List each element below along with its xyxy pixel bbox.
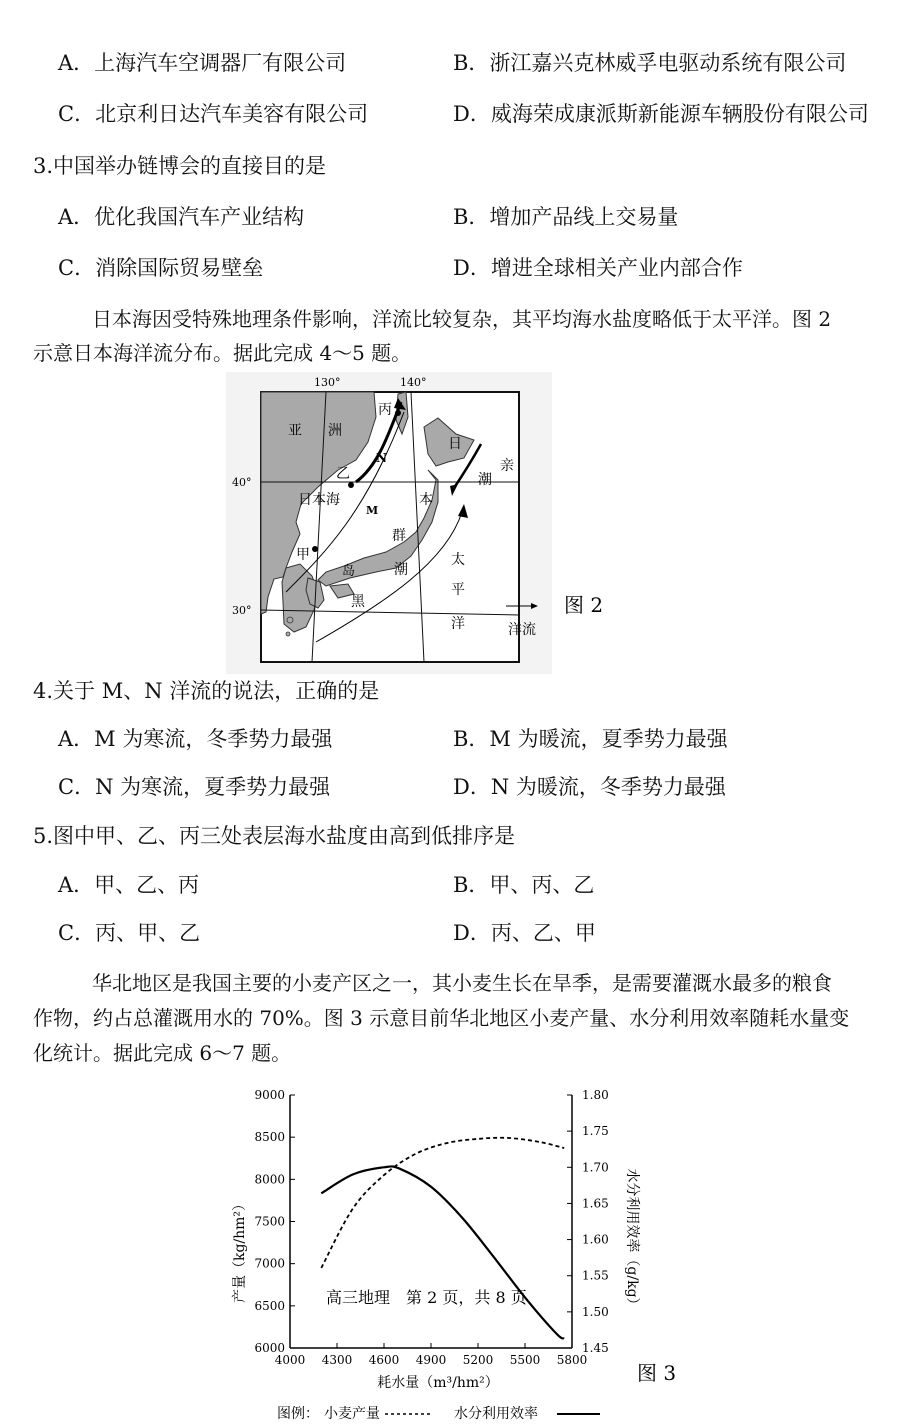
page-footer: 高三地理 第 2 页，共 8 页 — [326, 1288, 527, 1307]
y-left-tick-label: 6000 — [254, 1341, 285, 1355]
series-water-efficiency-line — [321, 1166, 564, 1338]
label-jp-3: 群 — [392, 528, 406, 544]
label-asia-1: 亚 — [288, 423, 302, 439]
y-right-tick-label: 1.65 — [582, 1196, 609, 1211]
label-chao-2: 潮 — [394, 562, 408, 578]
y-right-tick-label: 1.70 — [582, 1160, 609, 1175]
passage2-line1: 华北地区是我国主要的小麦产区之一，其小麦生长在旱季，是需要灌溉水最多的粮食 — [92, 971, 832, 995]
y-left-tick-label: 9000 — [254, 1088, 285, 1102]
y-right-tick-label: 1.60 — [582, 1232, 609, 1247]
q2-option-c: C．北京利日达汽车美容有限公司 — [58, 102, 369, 126]
label-yi: 乙 — [336, 466, 350, 482]
point-yi — [348, 482, 354, 488]
q5-option-a: A．甲、乙、丙 — [58, 873, 200, 897]
label-sea: 日本海 — [298, 492, 340, 508]
x-tick-label: 5500 — [509, 1353, 541, 1367]
label-pac-1: 太 — [451, 552, 465, 568]
x-tick-label: 4300 — [321, 1353, 353, 1367]
passage1-line2: 示意日本海洋流分布。据此完成 4～5 题。 — [33, 341, 412, 365]
y-left-tick-label: 6500 — [254, 1298, 285, 1313]
x-tick-label: 4900 — [415, 1353, 447, 1367]
label-jp-4: 岛 — [342, 564, 356, 579]
q5-option-b: B．甲、丙、乙 — [453, 873, 595, 897]
x-tick-label: 4000 — [274, 1353, 306, 1367]
y-left-tick-label: 7000 — [254, 1256, 285, 1271]
passage2-line2: 作物，约占总灌溉用水的 70%。图 3 示意目前华北地区小麦产量、水分利用效率随耗水量变 — [33, 1006, 850, 1030]
y-left-tick-label: 8000 — [254, 1172, 285, 1187]
figure-3-label: 图 3 — [637, 1361, 677, 1385]
y-right-tick-label: 1.55 — [582, 1268, 609, 1283]
wheat-yield-chart — [0, 1080, 900, 1425]
label-jia: 甲 — [296, 547, 310, 563]
legend-prefix: 图例： — [277, 1406, 319, 1422]
label-m: M — [366, 504, 379, 517]
point-jia — [312, 546, 318, 552]
q4-stem: 4.关于 M、N 洋流的说法，正确的是 — [33, 679, 380, 703]
legend-yield-label: 小麦产量 — [324, 1406, 380, 1422]
label-30: 30° — [232, 604, 252, 617]
q3-option-d: D．增进全球相关产业内部合作 — [453, 256, 743, 280]
y-left-tick-label: 7500 — [254, 1214, 285, 1229]
q5-option-c: C．丙、甲、乙 — [58, 921, 201, 945]
japan-sea-current-map — [226, 372, 606, 674]
q2-option-a: A．上海汽车空调器厂有限公司 — [58, 51, 347, 75]
x-tick-label: 4600 — [368, 1353, 400, 1367]
label-kuro: 黑 — [351, 594, 365, 610]
q4-option-d: D．N 为暖流，冬季势力最强 — [453, 775, 726, 799]
q2-option-b: B．浙江嘉兴克林威孚电驱动系统有限公司 — [453, 51, 847, 75]
series-wheat-yield-line — [321, 1138, 564, 1268]
label-40: 40° — [232, 476, 252, 489]
q2-option-d: D．威海荣成康派斯新能源车辆股份有限公司 — [453, 102, 869, 126]
label-jp-1: 日 — [448, 436, 462, 452]
point-bing — [395, 410, 401, 416]
y-right-tick-label: 1.75 — [582, 1124, 609, 1139]
label-130: 130° — [314, 376, 341, 389]
x-axis-title: 耗水量（m³/hm²） — [377, 1375, 499, 1391]
figure-2-label: 图 2 — [564, 593, 604, 617]
label-qin: 亲 — [500, 458, 514, 474]
label-pac-3: 洋 — [451, 616, 465, 632]
q3-option-a: A．优化我国汽车产业结构 — [58, 205, 305, 229]
q3-option-b: B．增加产品线上交易量 — [453, 205, 679, 229]
q3-option-c: C．消除国际贸易壁垒 — [58, 256, 264, 280]
passage1-line1: 日本海因受特殊地理条件影响，洋流比较复杂，其平均海水盐度略低于太平洋。图 2 — [92, 307, 832, 331]
y-right-tick-label: 1.45 — [582, 1341, 609, 1355]
y-right-tick-label: 1.50 — [582, 1304, 609, 1319]
q5-option-d: D．丙、乙、甲 — [453, 921, 596, 945]
legend-efficiency-label: 水分利用效率 — [454, 1406, 538, 1422]
small-island — [286, 632, 290, 636]
q3-stem: 3.中国举办链博会的直接目的是 — [33, 154, 327, 178]
label-pac-2: 平 — [451, 582, 465, 598]
y-right-tick-label: 1.80 — [582, 1088, 609, 1102]
label-140: 140° — [400, 376, 427, 389]
legend-current-label: 洋流 — [508, 622, 536, 638]
x-tick-label: 5200 — [462, 1353, 494, 1367]
q4-option-c: C．N 为寒流，夏季势力最强 — [58, 775, 331, 799]
small-island — [287, 617, 293, 623]
q4-option-a: A．M 为寒流，冬季势力最强 — [58, 727, 333, 751]
q4-option-b: B．M 为暖流，夏季势力最强 — [453, 727, 728, 751]
label-jp-2: 本 — [419, 492, 433, 508]
passage2-line3: 化统计。据此完成 6～7 题。 — [33, 1041, 292, 1065]
y-left-axis-title: 产量（kg/hm²） — [232, 1196, 248, 1304]
y-right-axis-title: 水分利用效率（g/kg） — [624, 1168, 640, 1312]
q5-stem: 5.图中甲、乙、丙三处表层海水盐度由高到低排序是 — [33, 824, 516, 848]
label-asia-2: 洲 — [328, 423, 342, 439]
label-chao-1: 潮 — [478, 472, 492, 488]
label-n: N — [376, 451, 387, 465]
label-bing: 丙 — [378, 402, 392, 418]
x-tick-label: 5800 — [556, 1353, 588, 1367]
y-left-tick-label: 8500 — [254, 1130, 285, 1145]
